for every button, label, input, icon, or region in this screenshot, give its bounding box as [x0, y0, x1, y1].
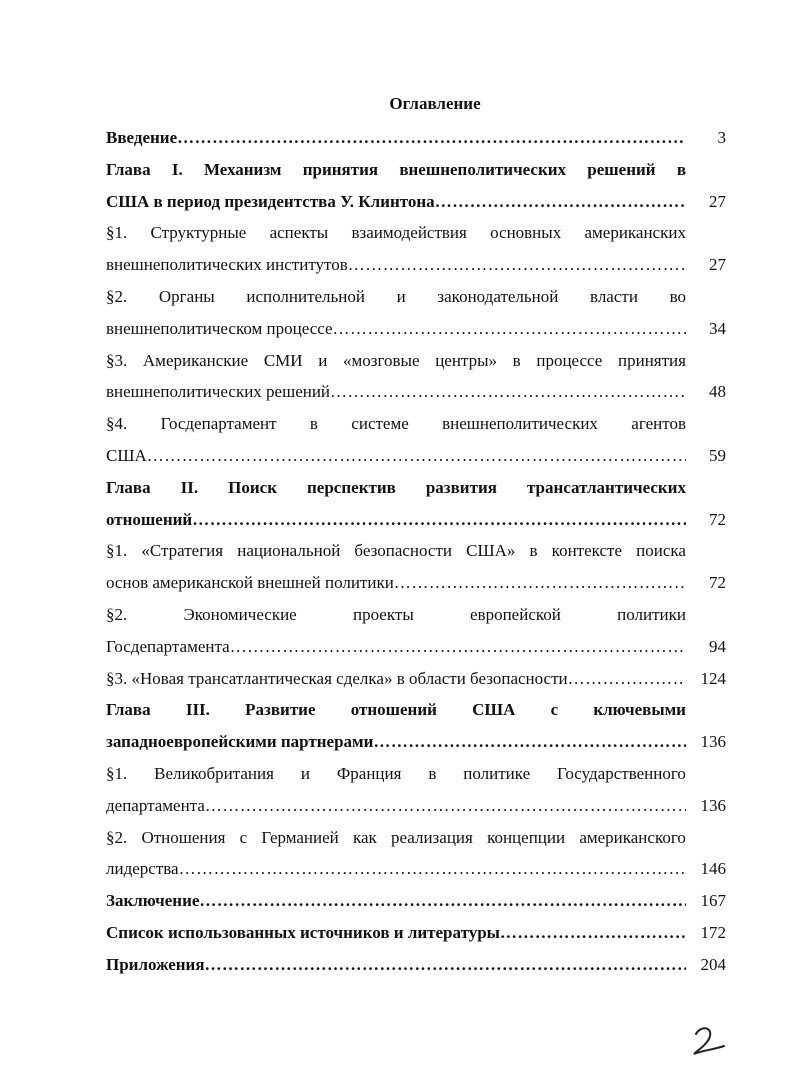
word: законодательной — [437, 287, 559, 306]
word: как — [353, 827, 377, 847]
word: Глава — [106, 477, 151, 497]
word: процессе — [536, 350, 603, 370]
toc-page-number: 27 — [709, 255, 726, 275]
word: «мозговые — [343, 350, 420, 370]
toc-entry-line — [106, 954, 686, 976]
word: §1. — [106, 541, 128, 561]
leader-dots — [230, 636, 686, 658]
toc-entry-line — [106, 127, 686, 149]
toc-entry-text: Введение — [106, 128, 178, 147]
leader-dots — [330, 381, 686, 403]
word: американских — [584, 223, 686, 243]
leader-dots — [373, 731, 686, 753]
toc-entry-line — [106, 668, 686, 690]
toc-page-number: 136 — [700, 732, 726, 752]
word: американского — [579, 827, 686, 847]
word: реализация — [391, 827, 473, 847]
word: Органы — [158, 287, 215, 306]
toc-entry-text — [106, 477, 686, 499]
word: отношений — [350, 700, 437, 720]
toc-entry-text — [106, 604, 686, 626]
word: США — [472, 700, 516, 720]
leader-dots — [348, 254, 686, 276]
word: I. — [171, 159, 183, 179]
word: §2. — [106, 827, 128, 847]
word: национальной — [237, 541, 341, 561]
toc-entry-text — [106, 413, 686, 435]
toc-entry-text: США — [106, 446, 147, 465]
leader-dots — [199, 890, 686, 912]
toc-page-number: 72 — [709, 573, 726, 593]
word: §1. — [106, 223, 128, 243]
toc-entry-text: внешнеполитических институтов — [106, 255, 348, 275]
word: европейской — [470, 605, 561, 624]
toc-entry-text: США в период президентства У. Клинтона — [106, 191, 435, 211]
word: системе — [351, 414, 409, 434]
word: Государственного — [557, 764, 686, 783]
toc-page-number: 72 — [709, 509, 726, 529]
word: Глава — [106, 700, 151, 720]
toc-entry-text: отношений — [106, 509, 193, 529]
word: аспекты — [269, 223, 329, 243]
toc-entry-line — [106, 731, 686, 753]
word: Отношения — [141, 827, 226, 847]
word: контексте — [551, 541, 622, 561]
word: решений — [587, 159, 656, 179]
toc-entry-line — [106, 890, 686, 912]
toc-entry-line — [106, 922, 686, 944]
word: в — [529, 541, 538, 561]
word: центры» — [435, 350, 497, 370]
word: Госдепартамент — [160, 414, 277, 434]
toc-page-number: 146 — [700, 859, 726, 879]
toc-entry-text — [106, 827, 686, 849]
word: Структурные — [150, 223, 247, 243]
leader-dots — [147, 445, 686, 467]
toc-entry-text — [106, 286, 686, 308]
word: Великобритания — [154, 764, 274, 783]
toc-entry-line — [106, 381, 686, 403]
word: внешнеполитических — [399, 159, 567, 179]
word: и — [396, 287, 406, 306]
word: Поиск — [228, 477, 277, 497]
toc-entry-text: западноевропейскими партнерами — [106, 732, 374, 752]
toc-entry-line — [106, 318, 686, 340]
word: в — [309, 414, 318, 434]
leader-dots — [394, 572, 686, 594]
word: проекты — [353, 605, 414, 624]
toc-entry-text: Госдепартамента — [106, 636, 230, 656]
word: СМИ — [263, 350, 303, 370]
word: с — [239, 827, 248, 847]
toc-entry-line — [106, 191, 686, 213]
word: §2. — [106, 287, 128, 306]
word: политике — [463, 764, 531, 783]
toc-page-number: 172 — [700, 923, 726, 942]
toc-entry-text: Приложения — [106, 954, 205, 974]
word: Глава — [106, 159, 151, 179]
word: Экономические — [183, 605, 297, 624]
toc-entry-line — [106, 509, 686, 531]
toc-page-number: 3 — [717, 128, 726, 147]
toc-entry-text — [106, 222, 686, 244]
toc-entry-text: основ американской внешней политики — [106, 573, 394, 593]
word: агентов — [631, 414, 686, 434]
word: политики — [617, 605, 686, 624]
word: концепции — [487, 827, 566, 847]
toc-entry-text: Список использованных источников и литературы — [106, 923, 500, 942]
toc-entry-line — [106, 445, 686, 467]
word: во — [669, 287, 686, 306]
word: II. — [180, 477, 199, 497]
word: перспектив — [307, 477, 396, 497]
word: власти — [590, 287, 638, 306]
toc-entry-text — [106, 763, 686, 785]
leader-dots — [205, 954, 686, 976]
toc-page-number: 27 — [709, 191, 726, 211]
toc-entry-text — [106, 699, 686, 721]
word: Развитие — [245, 700, 316, 720]
word: III. — [185, 700, 210, 720]
toc-entry-text: внешнеполитических решений — [106, 382, 331, 402]
word: с — [550, 700, 559, 720]
toc-page-number: 59 — [709, 446, 726, 465]
word: Американские — [142, 350, 249, 370]
toc-entry-text — [106, 540, 686, 562]
leader-dots — [333, 318, 686, 340]
toc-page-number: 94 — [709, 636, 726, 656]
word: §4. — [106, 414, 128, 434]
word: в — [428, 764, 437, 783]
word: §3. — [106, 350, 128, 370]
word: основных — [490, 223, 562, 243]
word: в — [676, 159, 686, 179]
word: внешнеполитических — [442, 414, 598, 434]
toc-entry-line — [106, 858, 686, 880]
toc-entry-text: лидерства — [106, 859, 179, 879]
leader-dots — [192, 509, 686, 531]
word: поиска — [636, 541, 686, 561]
word: §1. — [106, 764, 128, 783]
toc-page-number: 136 — [700, 795, 726, 815]
toc-page-number: 204 — [700, 954, 726, 974]
toc-entry-line — [106, 572, 686, 594]
leader-dots — [177, 127, 686, 149]
word: принятия — [618, 350, 686, 370]
word: «Стратегия — [141, 541, 224, 561]
toc-entry-line — [106, 795, 686, 817]
toc-entry-line — [106, 636, 686, 658]
toc-title: Оглавление — [389, 94, 481, 113]
word: безопасности — [354, 541, 452, 561]
word: США» — [466, 541, 516, 561]
word: в — [512, 350, 521, 370]
word: Франция — [336, 764, 402, 783]
toc-page-number: 48 — [709, 382, 726, 402]
word: и — [300, 764, 310, 783]
word: ключевыми — [593, 700, 686, 720]
toc-entry-text: департамента — [106, 795, 205, 815]
word: взаимодействия — [351, 223, 467, 243]
word: Германией — [261, 827, 339, 847]
toc-page-number: 167 — [700, 891, 726, 911]
toc-entry-line — [106, 254, 686, 276]
word: трансатлантических — [526, 477, 686, 497]
leader-dots — [435, 191, 686, 213]
leader-dots — [500, 922, 686, 944]
word: исполнительной — [246, 287, 365, 306]
word: развития — [425, 477, 497, 497]
word: §2. — [106, 605, 128, 624]
word: и — [318, 350, 328, 370]
toc-entry-text: внешнеполитическом процессе — [106, 318, 333, 338]
toc-entry-text — [106, 159, 686, 181]
leader-dots — [568, 668, 686, 690]
word: принятия — [302, 159, 379, 179]
toc-page-number: 124 — [700, 668, 726, 688]
toc-entry-text: Заключение — [106, 891, 200, 911]
toc-entry-text: §3. «Новая трансатлантическая сделка» в области безопасности — [106, 668, 568, 688]
toc-page-number: 34 — [709, 318, 726, 338]
handwritten-page-number — [690, 1020, 730, 1060]
toc-entry-text — [106, 350, 686, 372]
word: Механизм — [203, 159, 282, 179]
leader-dots — [205, 795, 686, 817]
leader-dots — [179, 858, 686, 880]
